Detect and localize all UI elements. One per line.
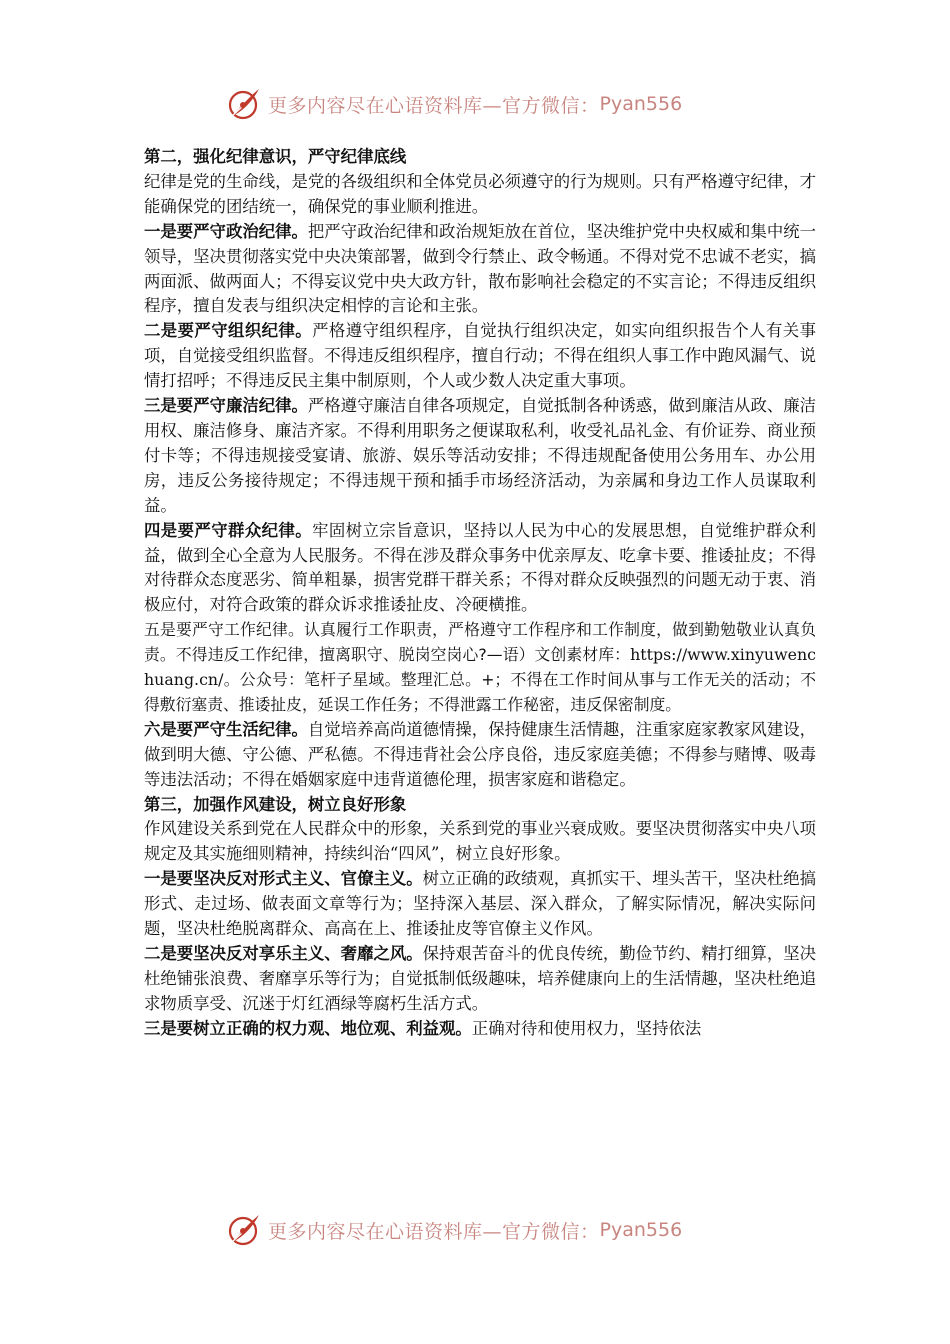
banner-wechat-id: Pyan556 bbox=[599, 93, 683, 115]
paragraph-body: 严格遵守组织程序，自觉执行组织决定，如实向组织报告个人有关事项，自觉接受组织监督。不得违反组织程序，擅自行动；不得在组织人事工作中跑风漏气、说情打招呼；不得违反民主集中制原则，个人或少数人决定重大事项。 bbox=[144, 321, 817, 391]
banner-text: 更多内容尽在心语资料库—官方微信： bbox=[268, 1220, 600, 1243]
paragraph-body: 牢固树立宗旨意识，坚持以人民为中心的发展思想，自觉维护群众利益，做到全心全意为人民服务。不得在涉及群众事务中优亲厚友、吃拿卡要、推诿扯皮；不得对待群众态度恶劣、简单粗暴，损害党群干群关系；不得对群众反映强烈的问题无动于衷、消极应付，对符合政策的群众诉求推诿扯皮、冷硬横推。 bbox=[144, 520, 817, 615]
paragraph-body: 严格遵守廉洁自律各项规定，自觉抵制各种诱惑，做到廉洁从政、廉洁用权、廉洁修身、廉洁齐家。不得利用职务之便谋取私利，收受礼品礼金、有价证券、商业预付卡等；不得违规接受宴请、旅游、娱乐等活动安排；不得违规配备使用公务用车、办公用房，违反公务接待规定；不得违规干预和插手市场经济活动，为亲属和身边工作人员谋取利益。 bbox=[144, 396, 817, 515]
paragraph-oppose-hedonism bbox=[144, 942, 816, 1017]
paragraph-body: 正确对待和使用权力，坚持依法 bbox=[471, 1018, 702, 1038]
banner-text: 更多内容尽在心语资料库—官方微信： bbox=[268, 94, 600, 117]
quill-logo-icon bbox=[226, 1212, 262, 1248]
paragraph-lead: 四是要严守群众纪律。 bbox=[144, 520, 313, 540]
paragraph-lead: 一是要坚决反对形式主义、官僚主义。 bbox=[144, 869, 423, 889]
paragraph-lead: 三是要严守廉洁纪律。 bbox=[144, 396, 308, 416]
section-2-title: 第二，强化纪律意识，严守纪律底线 bbox=[144, 147, 407, 166]
section-3-intro: 作风建设关系到党在人民群众中的形象，关系到党的事业兴衰成败。要坚决贯彻落实中央八项规定及其实施细则精神，持续纠治“四风”，树立良好形象。 bbox=[144, 819, 817, 864]
paragraph-correct-views bbox=[144, 1017, 816, 1042]
paragraph-body: 保持艰苦奋斗的优良传统，勤俭节约、精打细算，坚决杜绝铺张浪费、奢靡享乐等行为；自觉抵制低级趣味，培养健康向上的生活情趣，坚决杜绝追求物质享受、沉迷于灯红酒绿等腐朽生活方式。 bbox=[144, 944, 817, 1013]
paragraph-body: 自觉培养高尚道德情操，保持健康生活情趣，注重家庭家教家风建设，做到明大德、守公德、严私德。不得违背社会公序良俗，违反家庭美德；不得参与赌博、吸毒等违法活动；不得在婚姻家庭中违背道德伦理，损害家庭和谐稳定。 bbox=[144, 719, 817, 789]
quill-logo-icon bbox=[226, 86, 262, 122]
paragraph-oppose-formalism bbox=[144, 867, 816, 942]
header-banner bbox=[226, 84, 746, 124]
website-url: https://www.xinyuwenchuang.cn/ bbox=[144, 645, 816, 690]
paragraph-political-discipline bbox=[144, 220, 816, 320]
paragraph-lead: 二是要严守组织纪律。 bbox=[144, 321, 313, 341]
footer-banner bbox=[226, 1210, 746, 1250]
banner-wechat-id: Pyan556 bbox=[599, 1219, 683, 1241]
paragraph-text-a: 五是要严守工作纪律。认真履行工作职责，严格遵守工作程序和工作制度，做到勤勉敬业认真负责。不得违反工作纪律，擅离职守、脱岗空岗心?—语）文创素材库： bbox=[144, 620, 816, 665]
paragraph-lead: 六是要严守生活纪律。 bbox=[144, 719, 308, 739]
paragraph-life-discipline bbox=[144, 718, 816, 793]
paragraph-body: 树立正确的政绩观，真抓实干、埋头苦干，坚决杜绝搞形式、走过场、做表面文章等行为；坚持深入基层、深入群众，了解实际情况，解决实际问题，坚决杜绝脱离群众、高高在上、推诿扯皮等官僚主义作风。 bbox=[144, 869, 817, 939]
paragraph-integrity-discipline bbox=[144, 394, 816, 519]
paragraph-lead: 一是要严守政治纪律。 bbox=[144, 221, 308, 241]
paragraph-lead: 二是要坚决反对享乐主义、奢靡之风。 bbox=[144, 944, 423, 963]
paragraph-work-discipline bbox=[144, 618, 816, 718]
section-3-title: 第三，加强作风建设，树立良好形象 bbox=[144, 794, 407, 814]
paragraph-lead: 三是要树立正确的权力观、地位观、利益观。 bbox=[144, 1018, 472, 1038]
document-body bbox=[144, 145, 816, 1042]
paragraph-mass-discipline bbox=[144, 519, 816, 619]
section-2-intro: 纪律是党的生命线，是党的各级组织和全体党员必须遵守的行为规则。只有严格遵守纪律，才能确保党的团结统一，确保党的事业顺利推进。 bbox=[144, 171, 817, 216]
paragraph-organizational-discipline bbox=[144, 319, 816, 394]
paragraph-body: 把严守政治纪律和政治规矩放在首位，坚决维护党中央权威和集中统一领导，坚决贯彻落实党中央决策部署，做到令行禁止、政令畅通。不得对党不忠诚不老实，搞两面派、做两面人；不得妄议党中央大政方针，散布影响社会稳定的不实言论；不得违反组织程序，擅自发表与组织决定相悖的言论和主张。 bbox=[144, 221, 817, 316]
paragraph-text-b: 。公众号：笔杆子星域。整理汇总。+；不得在工作时间从事与工作无关的活动；不得敷衍塞责、推诿扯皮，延误工作任务；不得泄露工作秘密，违反保密制度。 bbox=[144, 670, 816, 714]
